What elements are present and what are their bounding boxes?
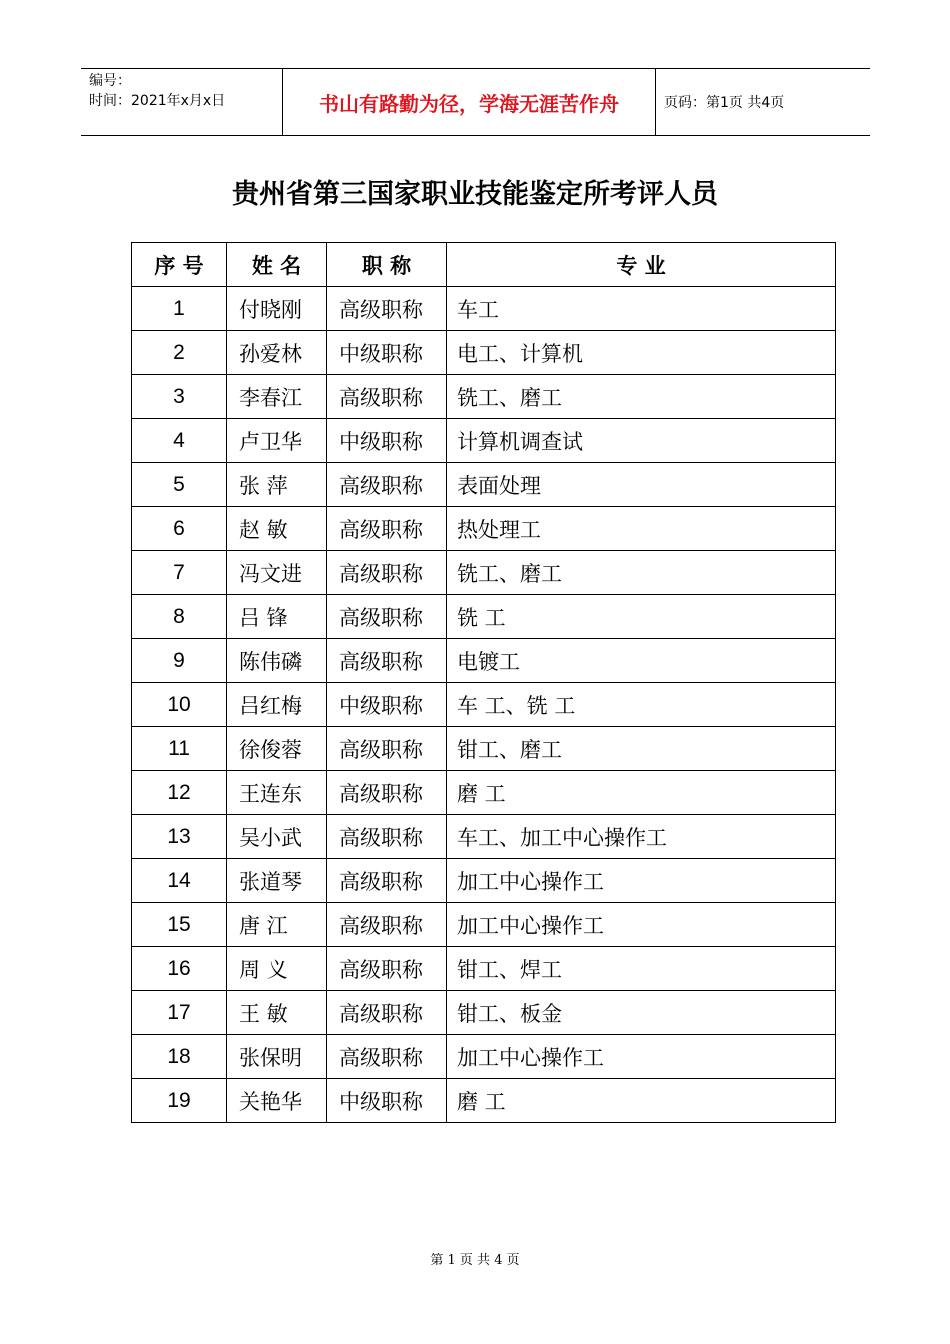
- header-page-info: 页码：第1页 共4页: [664, 95, 785, 111]
- table-row: [132, 331, 836, 375]
- table-row: [132, 771, 836, 815]
- row-name-cell: 卢卫华: [227, 419, 327, 463]
- row-number-cell: 11: [132, 727, 227, 771]
- row-major-cell: 钳工、板金: [447, 991, 836, 1035]
- row-major-cell: 铣工、磨工: [447, 551, 836, 595]
- number-label: 编号：: [89, 73, 131, 89]
- table-row: [132, 859, 836, 903]
- header-cell-name: 姓 名: [227, 243, 327, 287]
- table-row: [132, 815, 836, 859]
- row-number-cell: 16: [132, 947, 227, 991]
- table-row: [132, 639, 836, 683]
- row-name-cell: 周 义: [227, 947, 327, 991]
- row-major-cell: 计算机调查试: [447, 419, 836, 463]
- row-title-cell: 高级职称: [327, 859, 447, 903]
- row-major-cell: 车 工、铣 工: [447, 683, 836, 727]
- table-row: [132, 595, 836, 639]
- row-major-cell: 铣工、磨工: [447, 375, 836, 419]
- row-number-cell: 10: [132, 683, 227, 727]
- row-name-cell: 吴小武: [227, 815, 327, 859]
- row-title-cell: 高级职称: [327, 639, 447, 683]
- row-number-cell: 8: [132, 595, 227, 639]
- row-number-cell: 9: [132, 639, 227, 683]
- document-header: [81, 68, 870, 136]
- row-major-cell: 电镀工: [447, 639, 836, 683]
- time-label: 时间：2021年x月x日: [89, 93, 226, 109]
- table-row: [132, 1035, 836, 1079]
- row-name-cell: 唐 江: [227, 903, 327, 947]
- row-number-cell: 15: [132, 903, 227, 947]
- table-row: [132, 683, 836, 727]
- row-title-cell: 高级职称: [327, 375, 447, 419]
- table-header-row: [132, 243, 836, 287]
- row-title-cell: 中级职称: [327, 683, 447, 727]
- row-name-cell: 吕 锋: [227, 595, 327, 639]
- row-title-cell: 中级职称: [327, 331, 447, 375]
- row-name-cell: 张保明: [227, 1035, 327, 1079]
- row-major-cell: 热处理工: [447, 507, 836, 551]
- row-major-cell: 钳工、焊工: [447, 947, 836, 991]
- row-title-cell: 中级职称: [327, 419, 447, 463]
- table-row: [132, 287, 836, 331]
- row-number-cell: 12: [132, 771, 227, 815]
- row-title-cell: 高级职称: [327, 463, 447, 507]
- page-title: 贵州省第三国家职业技能鉴定所考评人员: [232, 179, 718, 210]
- row-name-cell: 李春江: [227, 375, 327, 419]
- table-row: [132, 375, 836, 419]
- row-title-cell: 高级职称: [327, 947, 447, 991]
- row-name-cell: 赵 敏: [227, 507, 327, 551]
- row-number-cell: 18: [132, 1035, 227, 1079]
- row-major-cell: 表面处理: [447, 463, 836, 507]
- row-name-cell: 陈伟磷: [227, 639, 327, 683]
- row-number-cell: 7: [132, 551, 227, 595]
- row-major-cell: 加工中心操作工: [447, 1035, 836, 1079]
- header-cell-title: 职 称: [327, 243, 447, 287]
- row-name-cell: 张道琴: [227, 859, 327, 903]
- header-cell-number: 序 号: [132, 243, 227, 287]
- row-major-cell: 磨 工: [447, 771, 836, 815]
- row-name-cell: 王连东: [227, 771, 327, 815]
- row-title-cell: 高级职称: [327, 595, 447, 639]
- row-number-cell: 14: [132, 859, 227, 903]
- row-number-cell: 4: [132, 419, 227, 463]
- row-name-cell: 孙爱林: [227, 331, 327, 375]
- row-number-cell: 13: [132, 815, 227, 859]
- row-major-cell: 加工中心操作工: [447, 903, 836, 947]
- row-major-cell: 加工中心操作工: [447, 859, 836, 903]
- row-major-cell: 车工、加工中心操作工: [447, 815, 836, 859]
- row-name-cell: 徐俊蓉: [227, 727, 327, 771]
- row-title-cell: 高级职称: [327, 287, 447, 331]
- row-name-cell: 冯文进: [227, 551, 327, 595]
- row-title-cell: 高级职称: [327, 815, 447, 859]
- row-title-cell: 高级职称: [327, 727, 447, 771]
- row-name-cell: 张 萍: [227, 463, 327, 507]
- header-motto: 书山有路勤为径，学海无涯苦作舟: [282, 69, 656, 135]
- row-name-cell: 关艳华: [227, 1079, 327, 1123]
- row-number-cell: 17: [132, 991, 227, 1035]
- row-title-cell: 高级职称: [327, 1035, 447, 1079]
- staff-table: [131, 242, 836, 1123]
- row-number-cell: 2: [132, 331, 227, 375]
- table-row: [132, 991, 836, 1035]
- row-number-cell: 6: [132, 507, 227, 551]
- table-row: [132, 463, 836, 507]
- row-title-cell: 高级职称: [327, 507, 447, 551]
- row-number-cell: 3: [132, 375, 227, 419]
- row-major-cell: 铣 工: [447, 595, 836, 639]
- row-number-cell: 19: [132, 1079, 227, 1123]
- page-footer: 第 1 页 共 4 页: [430, 1253, 520, 1268]
- row-number-cell: 1: [132, 287, 227, 331]
- row-name-cell: 吕红梅: [227, 683, 327, 727]
- row-title-cell: 高级职称: [327, 551, 447, 595]
- table-row: [132, 507, 836, 551]
- row-title-cell: 高级职称: [327, 903, 447, 947]
- table-row: [132, 727, 836, 771]
- row-title-cell: 高级职称: [327, 991, 447, 1035]
- row-number-cell: 5: [132, 463, 227, 507]
- table-row: [132, 551, 836, 595]
- table-row: [132, 947, 836, 991]
- row-title-cell: 中级职称: [327, 1079, 447, 1123]
- table-row: [132, 903, 836, 947]
- row-major-cell: 钳工、磨工: [447, 727, 836, 771]
- table-row: [132, 1079, 836, 1123]
- row-name-cell: 王 敏: [227, 991, 327, 1035]
- table-row: [132, 419, 836, 463]
- table-body: [132, 287, 836, 1123]
- row-major-cell: 车工: [447, 287, 836, 331]
- row-major-cell: 电工、计算机: [447, 331, 836, 375]
- row-title-cell: 高级职称: [327, 771, 447, 815]
- row-major-cell: 磨 工: [447, 1079, 836, 1123]
- header-cell-major: 专 业: [447, 243, 836, 287]
- header-meta: [81, 69, 282, 135]
- row-name-cell: 付晓刚: [227, 287, 327, 331]
